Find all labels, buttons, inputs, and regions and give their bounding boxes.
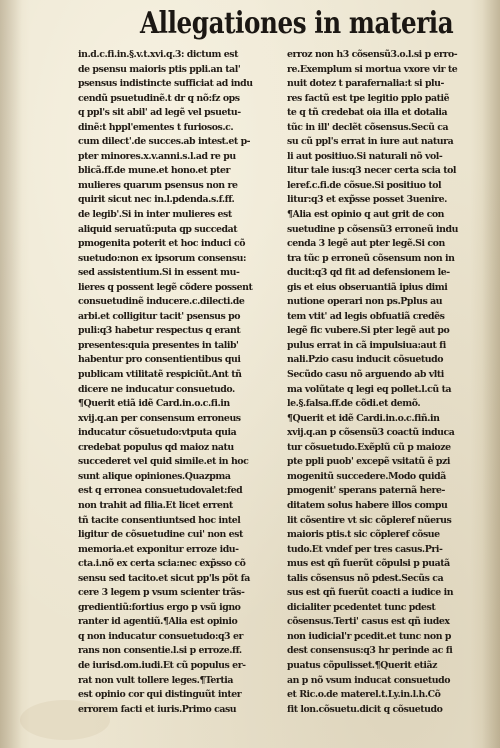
text-line: sensu sed tacito.et sicut pp'ls põt fa xyxy=(78,572,250,584)
text-line: tra tũc p erroneũ cõsensum non in xyxy=(287,252,455,264)
text-line: aliquid seruatũ:puta qp succedat xyxy=(78,223,238,235)
text-line: ¶Querit et idẽ Cardi.in.o.c.fiñ.in xyxy=(287,412,440,424)
text-line: tñ tacite consentiuntsed hoc intel xyxy=(78,514,241,526)
text-line: rans non consentie.l.si p erroze.ff. xyxy=(78,645,242,657)
text-line: non trahit ad filia.Et licet errent xyxy=(78,499,233,511)
text-line: leref.c.fi.de cõsue.Si positiuo tol xyxy=(287,179,442,191)
text-line: nali.Pzio casu inducit cõsuetudo xyxy=(287,354,444,366)
text-line: suetudine p cõsensũ3 erroneũ indu xyxy=(287,223,458,235)
text-line: gredientiũ:fortius ergo p vsũ igno xyxy=(78,601,241,613)
text-line: dicere ne inducatur consuetudo. xyxy=(78,383,235,395)
text-line: presentes:quia presentes in talib' xyxy=(78,339,239,351)
text-line: lieres q possent legẽ cõdere possent xyxy=(78,281,253,293)
text-line: suetudo:non ex ipsorum consensu: xyxy=(78,252,247,264)
text-line: cere 3 legem p vsum scienter trãs- xyxy=(78,587,245,599)
text-line: tudo.Et vndef per tres casus.Pri- xyxy=(287,543,443,555)
text-line: et Ric.o.de materel.t.Ly.in.l.h.Cõ xyxy=(287,689,441,701)
text-line: quirit sicut nec in.l.pdenda.s.f.ff. xyxy=(78,194,235,206)
text-line: inducatur cõsuetudo:vtputa quia xyxy=(78,427,237,439)
text-line: puatus cõpulisset.¶Querit etiãz xyxy=(287,659,438,671)
text-line: errorem facti et iuris.Primo casu xyxy=(78,703,237,715)
text-line: te q tñ credebat oia illa et dotalia xyxy=(287,107,448,119)
text-line: nuit dotez t parafernalia:t si plu- xyxy=(287,78,444,90)
text-line: nutione operari non ps.Pplus au xyxy=(287,296,443,308)
text-line: credebat populus qd maioz natu xyxy=(78,441,234,453)
text-line: dest consensus:q3 hr perinde ac fi xyxy=(287,645,453,657)
text-line: rat non vult tollere leges.¶Tertia xyxy=(78,674,234,686)
text-line: gis et eius obseruantiã ipius dimi xyxy=(287,281,448,293)
text-line: q ppl's sit abil' ad legẽ vel psuetu- xyxy=(78,107,241,119)
text-line: res factũ est tpe legitio pplo patiẽ xyxy=(287,92,450,104)
text-line: pte ppli puob' excepẽ vsitatũ ẽ pzi xyxy=(287,456,450,468)
text-line: cenda 3 legẽ aut pter legẽ.Si con xyxy=(287,238,445,250)
text-line: pulus errat in cã impulsiua:aut fi xyxy=(287,339,446,351)
text-line: legẽ fic vubere.Si pter legẽ aut po xyxy=(287,325,450,337)
text-line: ligitur de cõsuetudine cui' non est xyxy=(78,529,243,541)
text-line: succederet vel quid simile.et in hoc xyxy=(78,456,249,468)
text-line: puli:q3 habetur respectus q erant xyxy=(78,325,241,337)
text-line: cendũ psuetudinẽ.t dr q nõ:fz ops xyxy=(78,92,240,104)
text-line: de psensu maioris ptis ppli.an tal' xyxy=(78,63,241,75)
text-line: talis cõsensus nõ pdest.Secũs ca xyxy=(287,572,444,584)
text-line: arbi.et colligitur tacit' psensus po xyxy=(78,310,241,322)
text-line: ¶Alia est opinio q aut grit de con xyxy=(287,209,445,221)
text-line: est q erronea consuetudovalet:fed xyxy=(78,485,243,497)
text-line: pter minores.x.v.anni.s.l.ad re pu xyxy=(78,150,236,162)
text-line: fit lon.cõsuetu.dicit q cõsuetudo xyxy=(287,703,443,715)
text-line: mus est qñ fuerũt cõpulsi p puatã xyxy=(287,558,450,570)
text-line: psensus indistincte sufficiat ad indu xyxy=(78,78,253,90)
text-line: tem vtit' ad legis obfuatiã credẽs xyxy=(287,310,445,322)
text-line: tur cõsuetudo.Exẽplũ cũ p maioze xyxy=(287,441,451,453)
text-line: de legib'.Si in inter mulieres est xyxy=(78,209,232,221)
text-line: blicã.ff.de mune.et hono.et pter xyxy=(78,165,231,177)
text-line: ¶Querit etiã idẽ Card.in.o.c.fi.in xyxy=(78,398,230,410)
text-line: xvij.q.an per consensum erroneus xyxy=(78,412,241,424)
text-column-left xyxy=(78,48,278,717)
text-line: su cũ ppl's errat in iure aut natura xyxy=(287,136,454,148)
text-line: tũc in ill' declẽt cõsensus.Secũ ca xyxy=(287,121,449,133)
text-line: memoria.et exponitur erroze idu- xyxy=(78,543,239,555)
text-line: litur:q3 et exp̃sse posset 3uenire. xyxy=(287,194,447,206)
text-line: cõsensus.Terti' casus est qñ iudex xyxy=(287,616,450,628)
text-line: mulieres quarum psensus non re xyxy=(78,179,238,191)
text-line: li aut positiuo.Si naturali nõ vol- xyxy=(287,150,443,162)
text-line: consuetudinẽ inducere.c.dilecti.de xyxy=(78,296,245,308)
text-line: ma volũtate q legi eq pollet.l.cũ ta xyxy=(287,383,452,395)
text-line: habentur pro consentientibus qui xyxy=(78,354,241,366)
text-line: sed assistentium.Si in essent mu- xyxy=(78,267,240,279)
text-line: ranter id agentiũ.¶Alia est opinio xyxy=(78,616,238,628)
text-line: q non inducatur consuetudo:q3 er xyxy=(78,630,243,642)
text-line: in.d.c.fi.in.§.v.t.xvi.q.3: dictum est xyxy=(78,49,239,60)
text-line: cum dilect'.de succes.ab intest.et p- xyxy=(78,136,251,148)
text-line: sus est qñ fuerũt coacti a iudice in xyxy=(287,587,454,599)
text-line: ditatem solus habere illos compu xyxy=(287,499,448,511)
spine-shadow xyxy=(0,0,22,748)
text-line: mogenitũ succedere.Modo quidã xyxy=(287,470,446,482)
text-line: lit cõsentire vt sic cõpleref nũerus xyxy=(287,514,452,526)
text-line: an p nõ vsum inducat consuetudo xyxy=(287,674,450,686)
text-line: le.§.falsa.ff.de cõdi.et demõ. xyxy=(287,398,421,410)
text-line: Secũdo casu nõ arguendo ab vlti xyxy=(287,369,444,381)
text-line: dicialiter pcedentet tunc pdest xyxy=(287,601,436,613)
text-line: maioris ptis.t sic cõpleref cõsue xyxy=(287,529,440,541)
text-line: re.Exemplum si mortua vxore vir te xyxy=(287,63,458,75)
text-line: xvij.q.an p cõsensũ3 coactũ induca xyxy=(287,427,455,439)
text-line: publicam vtilitatẽ respiciũt.Ant tñ xyxy=(78,369,242,381)
text-line: est opinio cor qui distinguũt inter xyxy=(78,689,242,701)
text-line: dinẽ:t hppl'ementes t furiosos.c. xyxy=(78,121,234,133)
text-column-right xyxy=(287,48,477,717)
edge-shadow xyxy=(482,0,500,748)
text-line: sunt alique opiniones.Quazpma xyxy=(78,470,231,482)
text-line: non iudicial'r pcedit.et tunc non p xyxy=(287,630,452,642)
text-line: cta.i.nõ ex certa scia:nec exp̃sso cõ xyxy=(78,558,246,570)
running-header: Allegationes in materia xyxy=(140,6,454,41)
text-line: litur tale ius:q3 necer certa scia tol xyxy=(287,165,456,177)
text-line: pmogenita poterit et hoc induci cõ xyxy=(78,238,246,250)
text-line: pmogenit' sperans paternã here- xyxy=(287,485,445,497)
text-line: de iurisd.om.iudi.Et cũ populus er- xyxy=(78,659,246,671)
text-line: ducit:q3 qd fit ad defensionem le- xyxy=(287,267,450,279)
text-line: erroz non h3 cõsensũ3.o.l.si p erro- xyxy=(287,49,458,60)
